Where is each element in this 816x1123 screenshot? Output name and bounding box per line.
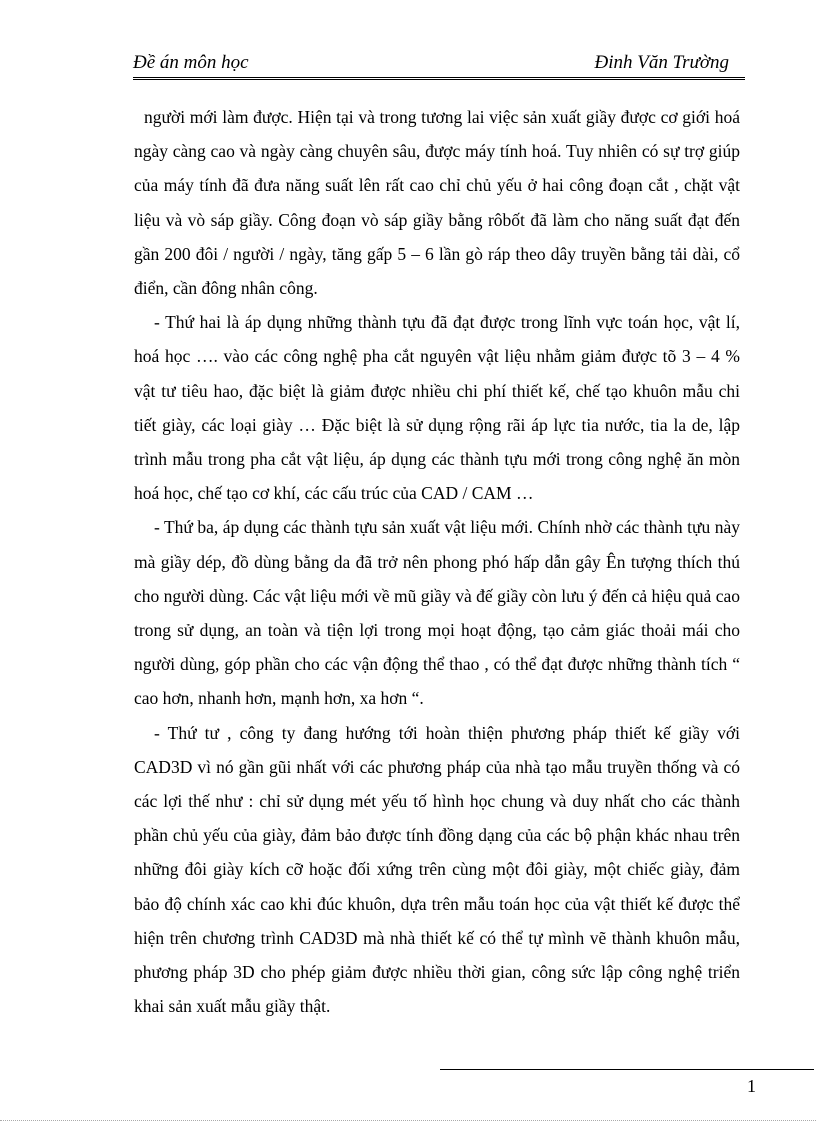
header-divider xyxy=(133,77,745,80)
page-header xyxy=(133,50,745,78)
page-number: 1 xyxy=(747,1076,756,1096)
paragraph-continuation: người mới làm được. Hiện tại và trong tương lai việc sản xuất giầy được cơ giới hoá ngày càng cao và ngày càng chuyên sâu, được máy tính hoá. Tuy nhiên có sự trợ giúp của máy tính đã đưa năng suất lên rất cao chỉ chủ yếu ở hai công đoạn cắt , chặt vật liệu và vò sáp giầy. Công đoạn vò sáp giầy bằng rôbốt đã làm cho năng suất đạt đến gần 200 đôi / người / ngày, tăng gấp 5 – 6 lần gò ráp theo dây truyền bằng tải dài, cổ điển, cần đông nhân công. xyxy=(134,107,740,299)
paragraph-point-three: - Thứ ba, áp dụng các thành tựu sản xuất vật liệu mới. Chính nhờ các thành tựu này mà giầy dép, đồ dùng bằng da đã trở nên phong phó hấp dẫn gây Ên tượng thích thú cho người dùng. Các vật liệu mới về mũ giầy và đế giầy còn lưu ý đến cả hiệu quả cao trong sử dụng, an toàn và tiện lợi trong mọi hoạt động, tạo cảm giác thoải mái cho người dùng, góp phần cho các vận động thể thao , có thể đạt được những thành tích “ cao hơn, nhanh hơn, mạnh hơn, xa hơn “. xyxy=(134,517,740,709)
header-document-title: Đề án môn học xyxy=(133,52,249,73)
header-author-name: Đinh Văn Trường xyxy=(594,52,729,73)
page-bottom-edge xyxy=(0,1120,816,1121)
paragraph-point-two: - Thứ hai là áp dụng những thành tựu đã đạt được trong lĩnh vực toán học, vật lí, hoá học …. vào các công nghệ pha cắt nguyên vật liệu nhằm giảm được tõ 3 – 4 % vật tư tiêu hao, đặc biệt là giảm được nhiều chi phí thiết kế, chế tạo khuôn mẫu chi tiết giày, các loại giày … Đặc biệt là sử dụng rộng rãi áp lực tia nước, tia la de, lập trình mẫu trong pha cắt vật liệu, áp dụng các thành tựu mới trong công nghệ ăn mòn hoá học, chế tạo cơ khí, các cấu trúc của CAD / CAM … xyxy=(134,312,740,504)
footer-divider xyxy=(440,1069,814,1070)
paragraph-point-four: - Thứ tư , công ty đang hướng tới hoàn thiện phương pháp thiết kế giầy với CAD3D vì nó gần gũi nhất với các phương pháp của nhà tạo mẫu truyền thống và có các lợi thế như : chỉ sử dụng mét yếu tố hình học chung và duy nhất cho các thành phần chủ yếu của giày, đảm bảo được tính đồng dạng của các bộ phận khác nhau trên những đôi giày kích cỡ hoặc đối xứng trên cùng một đôi giày, một chiếc giày, đảm bảo độ chính xác cao khi đúc khuôn, dựa trên mẫu toán học của vật thiết kế được thể hiện trên chương trình CAD3D mà nhà thiết kế có thể tự mình vẽ thành khuôn mẫu, phương pháp 3D cho phép giảm được nhiều thời gian, công sức lập công nghệ triển khai sản xuất mẫu giầy thật. xyxy=(134,722,740,1017)
document-body xyxy=(134,100,740,1023)
